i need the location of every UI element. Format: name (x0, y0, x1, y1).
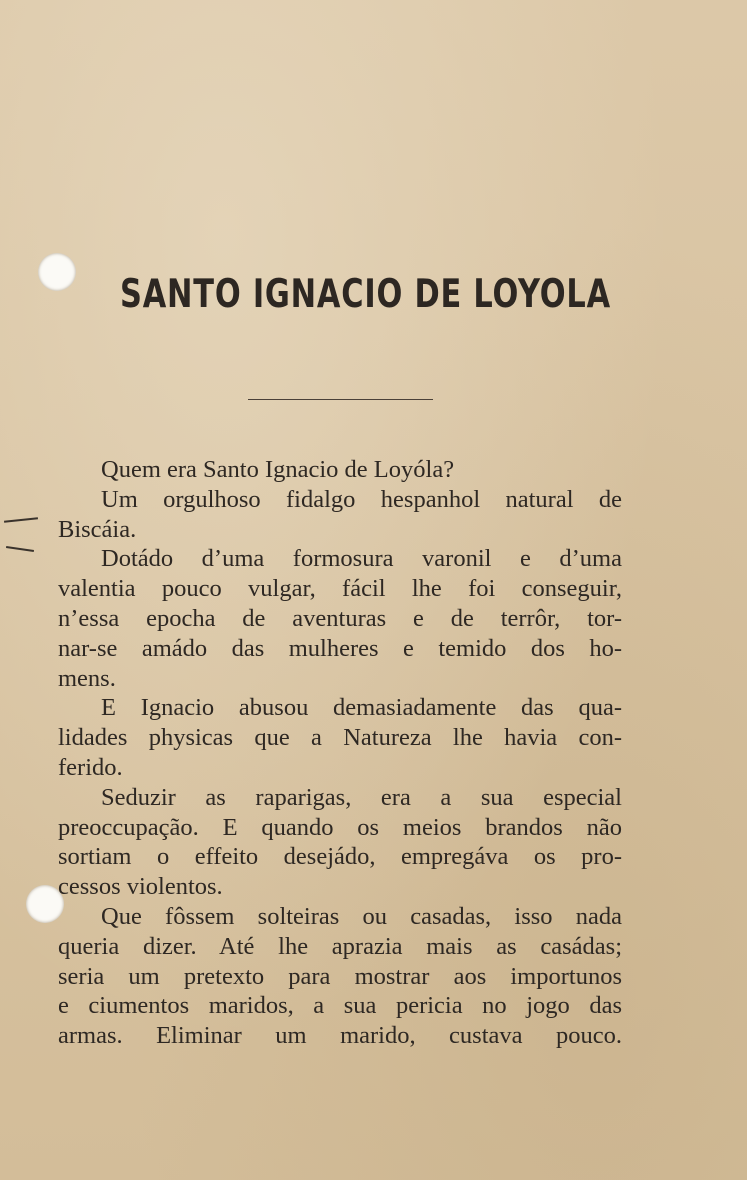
text-line: mens. (58, 664, 116, 692)
margin-mark (6, 546, 34, 552)
text-line: nar-se amádo das mulheres e temido dos ho- (58, 634, 622, 662)
text-line: Dotádo d’uma formosura varonil e d’uma (101, 545, 622, 573)
text-line: sortiam o effeito desejádo, empregáva os pro- (58, 843, 622, 871)
text-line: ferido. (58, 753, 123, 781)
page-title (74, 272, 657, 317)
text-line: Que fôssem solteiras ou casadas, isso nada (101, 902, 622, 930)
text-line: e ciumentos maridos, a sua pericia no jogo das (58, 992, 622, 1020)
punch-hole-top (38, 253, 76, 291)
text-line: seria um pretexto para mostrar aos importunos (58, 962, 622, 990)
text-line: lidades physicas que a Natureza lhe havia con- (58, 724, 622, 752)
text-line: Seduzir as raparigas, era a sua especial (101, 783, 622, 811)
text-line: valentia pouco vulgar, fácil lhe foi conseguir, (58, 575, 622, 603)
text-line: Quem era Santo Ignacio de Loyóla? (101, 456, 455, 483)
text-line: Biscáia. (58, 515, 137, 543)
title-divider (248, 399, 433, 400)
page-title-text: SANTO IGNACIO DE LOYOLA (120, 272, 611, 317)
text-line: preoccupação. E quando os meios brandos não (58, 813, 622, 841)
text-line: Um orgulhoso fidalgo hespanhol natural de (101, 485, 622, 513)
body-text (58, 455, 622, 1051)
margin-mark (4, 517, 38, 523)
text-line: armas. Eliminar um marido, custava pouco. (58, 1022, 622, 1050)
text-line: E Ignacio abusou demasiadamente das qua- (101, 694, 622, 722)
text-line: n’essa epocha de aventuras e de terrôr, tor- (58, 604, 622, 632)
text-line: cessos violentos. (58, 873, 223, 901)
text-line: queria dizer. Até lhe aprazia mais as casádas; (58, 932, 622, 960)
